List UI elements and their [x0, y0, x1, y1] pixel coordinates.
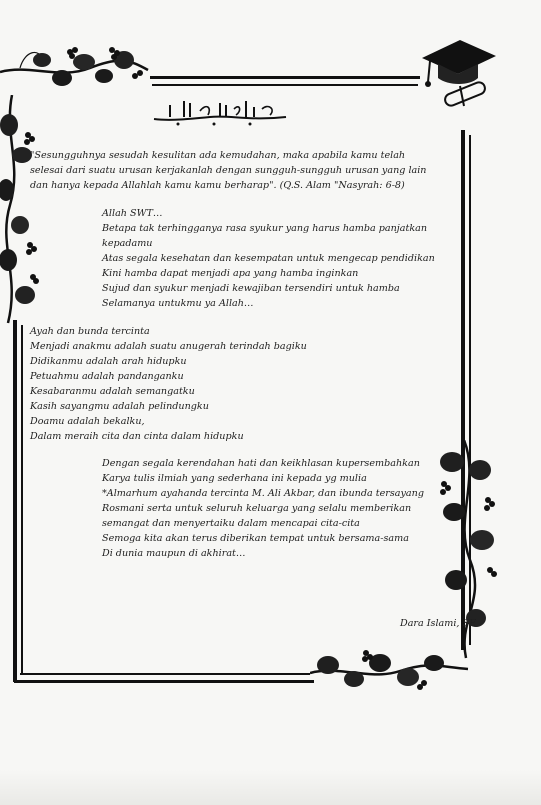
stanza-line: Kini hamba dapat menjadi apa yang hamba inginkan	[102, 268, 359, 279]
stanza-line: Dalam meraih cita dan cinta dalam hidupku	[30, 431, 244, 442]
quote-line: dan hanya kepada Allahlah kamu kamu berharap". (Q.S. Alam "Nasyrah: 6-8)	[30, 180, 405, 191]
stanza-line: *Almarhum ayahanda tercinta M. Ali Akbar, dan ibunda tersayang	[102, 488, 424, 499]
bottom-frame-line	[14, 680, 314, 683]
left-frame-line-thin	[21, 325, 23, 675]
stanza-parents	[30, 324, 307, 444]
vine-ornament-top-left	[0, 40, 150, 100]
stanza-line: Ayah dan bunda tercinta	[30, 326, 150, 337]
stanza-line: Sujud dan syukur menjadi kewajiban tersendiri untuk hamba	[102, 283, 400, 294]
stanza-line: Rosmani serta untuk seluruh keluarga yang selalu memberikan	[102, 503, 412, 514]
stanza-line: Karya tulis ilmiah yang sederhana ini kepada yg mulia	[102, 473, 367, 484]
diploma-scroll-icon	[443, 81, 486, 108]
stanza-line: Doamu adalah bekalku,	[30, 416, 145, 427]
vine-ornament-bottom	[310, 645, 470, 695]
author-signature: Dara Islami, SE	[400, 618, 477, 629]
vine-ornament-left	[0, 95, 42, 325]
stanza-dedication	[102, 456, 424, 561]
stanza-line: Petuahmu adalah pandanganku	[30, 371, 184, 382]
quran-quote	[30, 148, 448, 193]
stanza-line: Kasih sayangmu adalah pelindungku	[30, 401, 209, 412]
stanza-line: Dengan segala kerendahan hati dan keikhlasan kupersembahkan	[102, 458, 420, 469]
stanza-line: Semoga kita akan terus diberikan tempat untuk bersama-sama	[102, 533, 409, 544]
quote-line: "Sesungguhnya sesudah kesulitan ada kemudahan, maka apabila kamu telah	[30, 150, 406, 161]
stanza-line: Allah SWT…	[102, 208, 163, 219]
stanza-line: Menjadi anakmu adalah suatu anugerah terindah bagiku	[30, 341, 307, 352]
stanza-line: Di dunia maupun di akhirat…	[102, 548, 246, 559]
scan-shadow	[0, 770, 541, 805]
stanza-line: Selamanya untukmu ya Allah…	[102, 298, 254, 309]
graduation-cap-icon	[418, 32, 498, 112]
bottom-frame-line-thin	[20, 673, 310, 675]
top-rule-thin	[152, 84, 418, 86]
stanza-line: Didikanmu adalah arah hidupku	[30, 356, 187, 367]
stanza-allah	[102, 206, 435, 311]
left-frame-line	[13, 320, 17, 682]
stanza-line: Kesabaranmu adalah semangatku	[30, 386, 195, 397]
quote-line: selesai dari suatu urusan kerjakanlah dengan sungguh-sungguh urusan yang lain	[30, 165, 427, 176]
stanza-line: semangat dan menyertaiku dalam mencapai cita-cita	[102, 518, 360, 529]
stanza-line: Betapa tak terhingganya rasa syukur yang harus hamba panjatkan	[102, 223, 428, 234]
stanza-line: kepadamu	[102, 238, 153, 249]
top-rule	[150, 76, 420, 79]
stanza-line: Atas segala kesehatan dan kesempatan untuk mengecap pendidikan	[102, 253, 435, 264]
bismillah-calligraphy	[150, 97, 290, 127]
